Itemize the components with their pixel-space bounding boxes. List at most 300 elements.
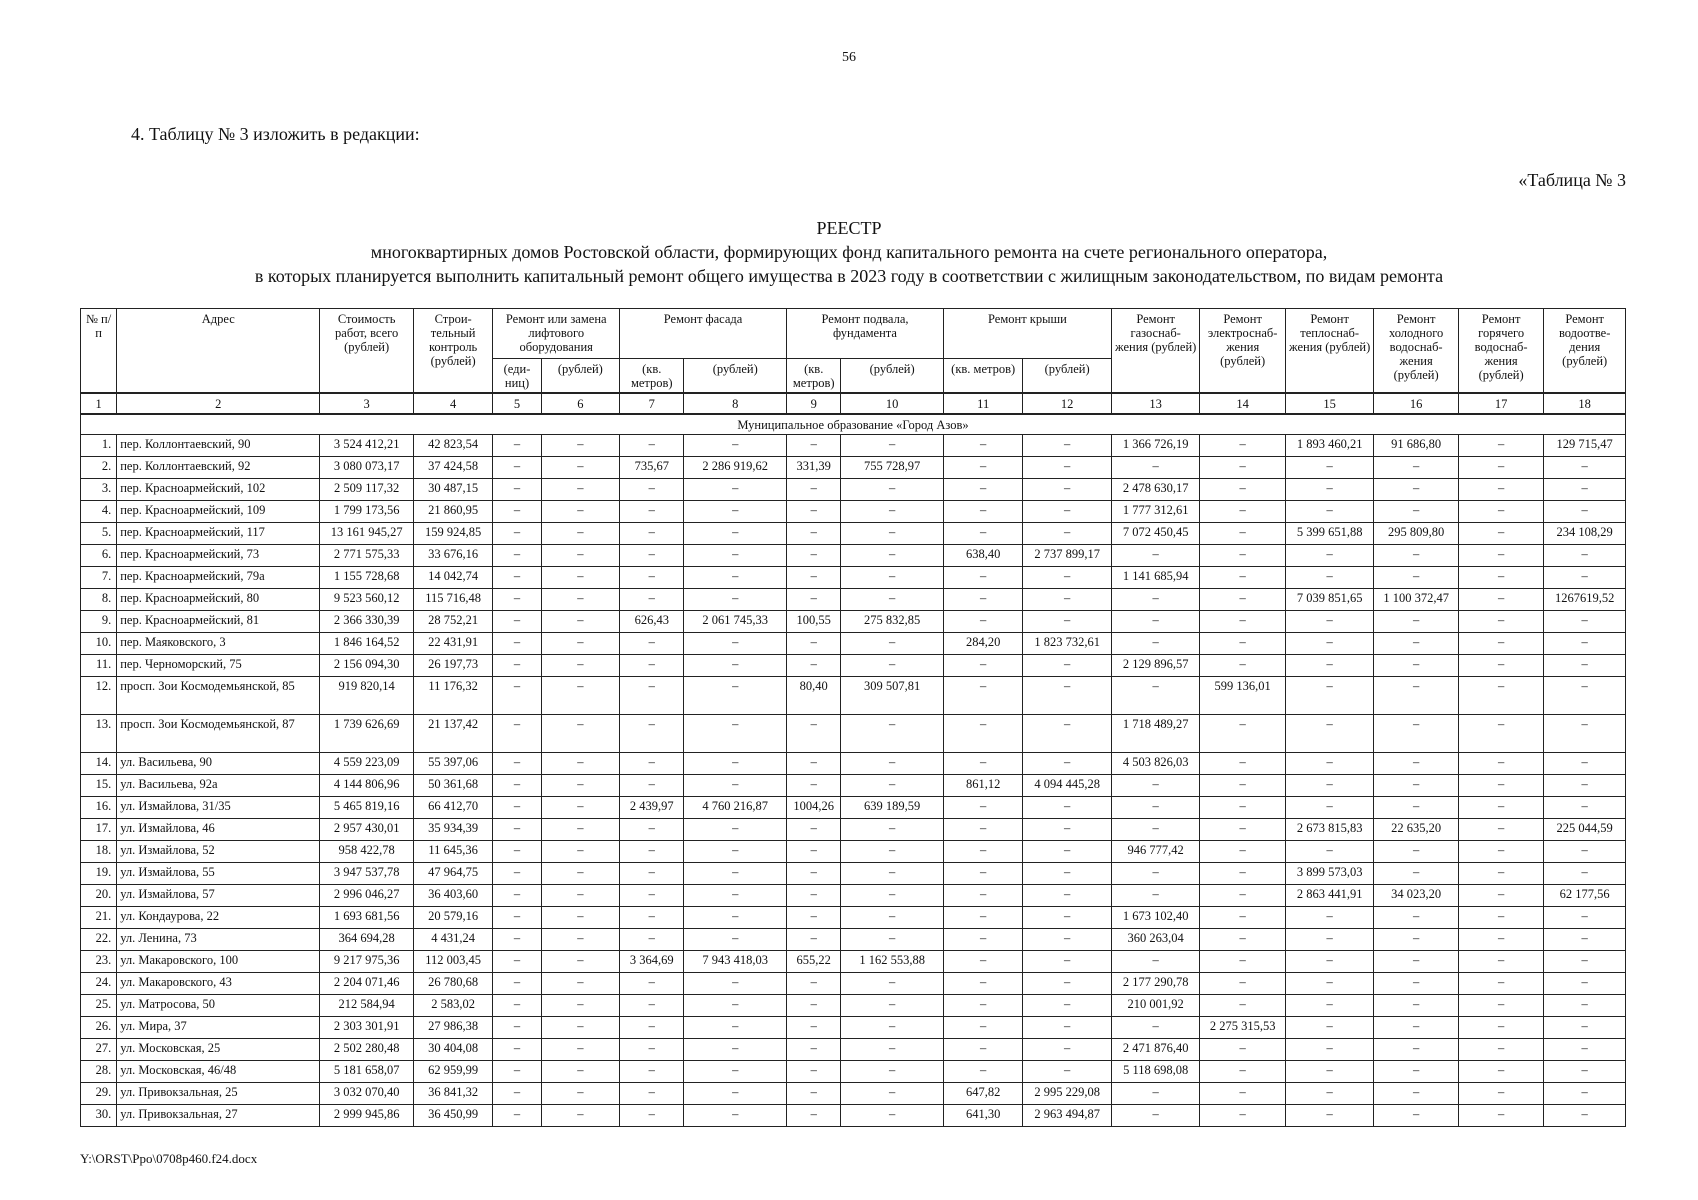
address-cell: пер. Маяковского, 3 [117, 633, 320, 655]
value-cell: – [1111, 951, 1200, 973]
table-row [81, 1105, 1626, 1127]
table-row [81, 633, 1626, 655]
value-cell: 47 964,75 [413, 863, 492, 885]
table-row [81, 841, 1626, 863]
row-number-cell: 27. [81, 1039, 117, 1061]
table-row [81, 907, 1626, 929]
header-electric: Ремонт электроснаб-жения (рублей) [1200, 309, 1285, 394]
value-cell: – [620, 995, 684, 1017]
address-cell: ул. Привокзальная, 27 [117, 1105, 320, 1127]
row-number-cell: 10. [81, 633, 117, 655]
value-cell: – [787, 567, 841, 589]
value-cell: – [541, 1083, 619, 1105]
address-cell: пер. Красноармейский, 73 [117, 545, 320, 567]
value-cell: 234 108,29 [1544, 523, 1626, 545]
value-cell: – [1285, 1061, 1374, 1083]
value-cell: 2 996 046,27 [320, 885, 414, 907]
value-cell: – [1023, 435, 1112, 457]
value-cell: 5 399 651,88 [1285, 523, 1374, 545]
value-cell: – [541, 775, 619, 797]
value-cell: 4 503 826,03 [1111, 753, 1200, 775]
row-number-cell: 17. [81, 819, 117, 841]
value-cell: – [1200, 863, 1285, 885]
table-row [81, 501, 1626, 523]
value-cell: – [1111, 819, 1200, 841]
value-cell: 2 156 094,30 [320, 655, 414, 677]
value-cell: – [1200, 1105, 1285, 1127]
value-cell: – [1285, 1083, 1374, 1105]
value-cell: – [1200, 907, 1285, 929]
value-cell: – [1374, 841, 1458, 863]
table-row [81, 457, 1626, 479]
value-cell: – [787, 715, 841, 753]
value-cell: – [841, 501, 944, 523]
value-cell: – [787, 633, 841, 655]
row-number-cell: 11. [81, 655, 117, 677]
address-cell: ул. Измайлова, 52 [117, 841, 320, 863]
value-cell: – [787, 973, 841, 995]
value-cell: – [541, 501, 619, 523]
header-facade: Ремонт фасада [620, 309, 787, 359]
value-cell: 2 286 919,62 [684, 457, 787, 479]
value-cell: 3 364,69 [620, 951, 684, 973]
subheader-facade-rubles: (рублей) [684, 359, 787, 394]
value-cell: – [1111, 633, 1200, 655]
value-cell: 62 177,56 [1544, 885, 1626, 907]
value-cell: 100,55 [787, 611, 841, 633]
value-cell: 1004,26 [787, 797, 841, 819]
value-cell: – [1023, 655, 1112, 677]
value-cell: 7 039 851,65 [1285, 589, 1374, 611]
row-number-cell: 15. [81, 775, 117, 797]
value-cell: – [787, 995, 841, 1017]
value-cell: 2 583,02 [413, 995, 492, 1017]
value-cell: – [943, 611, 1022, 633]
value-cell: 115 716,48 [413, 589, 492, 611]
value-cell: – [787, 1039, 841, 1061]
value-cell: – [787, 863, 841, 885]
value-cell: – [1544, 457, 1626, 479]
value-cell: – [684, 819, 787, 841]
value-cell: – [1023, 863, 1112, 885]
page-number: 56 [842, 50, 856, 65]
header-address: Адрес [117, 309, 320, 394]
value-cell: – [1023, 819, 1112, 841]
value-cell: – [493, 753, 541, 775]
value-cell: – [943, 567, 1022, 589]
value-cell: – [1285, 841, 1374, 863]
value-cell: – [1200, 567, 1285, 589]
value-cell: 2 129 896,57 [1111, 655, 1200, 677]
value-cell: – [620, 677, 684, 715]
value-cell: – [1374, 951, 1458, 973]
value-cell: – [1374, 1105, 1458, 1127]
table-row [81, 567, 1626, 589]
column-number: 5 [493, 393, 541, 414]
value-cell: – [1285, 973, 1374, 995]
value-cell: – [684, 1105, 787, 1127]
value-cell: – [943, 929, 1022, 951]
value-cell: 50 361,68 [413, 775, 492, 797]
value-cell: 647,82 [943, 1083, 1022, 1105]
value-cell: – [1285, 1039, 1374, 1061]
table-row [81, 655, 1626, 677]
value-cell: – [1544, 753, 1626, 775]
value-cell: – [1111, 545, 1200, 567]
column-number: 12 [1023, 393, 1112, 414]
row-number-cell: 7. [81, 567, 117, 589]
value-cell: – [787, 589, 841, 611]
value-cell: – [541, 655, 619, 677]
value-cell: 2 366 330,39 [320, 611, 414, 633]
value-cell: – [493, 907, 541, 929]
footer-file-path: Y:\ORST\Ppo\0708p460.f24.docx [80, 1151, 258, 1166]
value-cell: – [620, 775, 684, 797]
value-cell: – [841, 633, 944, 655]
value-cell: – [1374, 1017, 1458, 1039]
value-cell: – [684, 753, 787, 775]
value-cell: – [493, 567, 541, 589]
table-row [81, 611, 1626, 633]
value-cell: – [1458, 1061, 1543, 1083]
value-cell: 360 263,04 [1111, 929, 1200, 951]
value-cell: – [841, 1061, 944, 1083]
value-cell: – [1544, 863, 1626, 885]
value-cell: – [493, 479, 541, 501]
value-cell: – [1111, 885, 1200, 907]
value-cell: – [620, 885, 684, 907]
value-cell: 4 760 216,87 [684, 797, 787, 819]
value-cell: 7 943 418,03 [684, 951, 787, 973]
value-cell: – [620, 753, 684, 775]
value-cell: – [1458, 435, 1543, 457]
value-cell: – [684, 1017, 787, 1039]
value-cell: 284,20 [943, 633, 1022, 655]
table-row [81, 863, 1626, 885]
value-cell: 30 404,08 [413, 1039, 492, 1061]
value-cell: – [1458, 1017, 1543, 1039]
value-cell: 2 673 815,83 [1285, 819, 1374, 841]
value-cell: – [1458, 995, 1543, 1017]
row-number-cell: 6. [81, 545, 117, 567]
table-caption: «Таблица № 3 [1518, 170, 1626, 190]
column-number: 15 [1285, 393, 1374, 414]
value-cell: – [1200, 841, 1285, 863]
value-cell: – [1285, 567, 1374, 589]
address-cell: просп. Зои Космодемьянской, 85 [117, 677, 320, 715]
value-cell: – [1458, 863, 1543, 885]
value-cell: – [787, 841, 841, 863]
value-cell: – [620, 501, 684, 523]
row-number-cell: 9. [81, 611, 117, 633]
table-row [81, 995, 1626, 1017]
value-cell: – [787, 435, 841, 457]
address-cell: просп. Зои Космодемьянской, 87 [117, 715, 320, 753]
value-cell: – [841, 655, 944, 677]
column-number: 18 [1544, 393, 1626, 414]
table-row [81, 929, 1626, 951]
value-cell: – [1544, 973, 1626, 995]
value-cell: – [1458, 589, 1543, 611]
value-cell: 5 465 819,16 [320, 797, 414, 819]
value-cell: 1 846 164,52 [320, 633, 414, 655]
value-cell: – [541, 907, 619, 929]
value-cell: – [787, 1061, 841, 1083]
value-cell: 3 032 070,40 [320, 1083, 414, 1105]
value-cell: – [1458, 929, 1543, 951]
header-roof: Ремонт крыши [943, 309, 1111, 359]
value-cell: – [1374, 457, 1458, 479]
column-numbers-row [81, 393, 1626, 414]
value-cell: – [1374, 863, 1458, 885]
value-cell: – [1285, 501, 1374, 523]
value-cell: – [493, 677, 541, 715]
municipality-label: Муниципальное образование «Город Азов» [81, 414, 1626, 435]
value-cell: 295 809,80 [1374, 523, 1458, 545]
row-number-cell: 8. [81, 589, 117, 611]
value-cell: 1 693 681,56 [320, 907, 414, 929]
value-cell: – [1458, 715, 1543, 753]
row-number-cell: 4. [81, 501, 117, 523]
value-cell: – [684, 633, 787, 655]
value-cell: – [1200, 501, 1285, 523]
value-cell: – [841, 819, 944, 841]
value-cell: – [1023, 523, 1112, 545]
table-row [81, 1039, 1626, 1061]
value-cell: – [541, 545, 619, 567]
value-cell: – [787, 479, 841, 501]
value-cell: – [541, 753, 619, 775]
address-cell: пер. Красноармейский, 117 [117, 523, 320, 545]
value-cell: – [620, 819, 684, 841]
value-cell: – [1023, 1061, 1112, 1083]
value-cell: 2 999 945,86 [320, 1105, 414, 1127]
table-row [81, 715, 1626, 753]
address-cell: ул. Макаровского, 100 [117, 951, 320, 973]
value-cell: – [787, 929, 841, 951]
value-cell: – [684, 655, 787, 677]
value-cell: – [1023, 797, 1112, 819]
value-cell: – [943, 1017, 1022, 1039]
value-cell: – [1285, 753, 1374, 775]
value-cell: – [684, 435, 787, 457]
value-cell: – [684, 567, 787, 589]
value-cell: 9 217 975,36 [320, 951, 414, 973]
value-cell: – [841, 973, 944, 995]
value-cell: – [684, 929, 787, 951]
value-cell: – [787, 753, 841, 775]
value-cell: – [493, 715, 541, 753]
value-cell: – [1458, 655, 1543, 677]
value-cell: – [620, 929, 684, 951]
value-cell: – [1111, 677, 1200, 715]
column-number: 13 [1111, 393, 1200, 414]
value-cell: 36 450,99 [413, 1105, 492, 1127]
column-number: 7 [620, 393, 684, 414]
value-cell: – [1200, 753, 1285, 775]
value-cell: 62 959,99 [413, 1061, 492, 1083]
value-cell: – [1200, 633, 1285, 655]
value-cell: – [1544, 677, 1626, 715]
row-number-cell: 28. [81, 1061, 117, 1083]
value-cell: – [541, 951, 619, 973]
subheader-elevator-rubles: (рублей) [541, 359, 619, 394]
value-cell: 28 752,21 [413, 611, 492, 633]
value-cell: – [1200, 1083, 1285, 1105]
value-cell: – [1200, 973, 1285, 995]
value-cell: – [1374, 655, 1458, 677]
value-cell: 9 523 560,12 [320, 589, 414, 611]
value-cell: – [1374, 567, 1458, 589]
value-cell: – [1374, 479, 1458, 501]
value-cell: 639 189,59 [841, 797, 944, 819]
value-cell: – [1544, 841, 1626, 863]
value-cell: – [1458, 1039, 1543, 1061]
value-cell: – [1458, 885, 1543, 907]
value-cell: – [541, 457, 619, 479]
value-cell: 3 080 073,17 [320, 457, 414, 479]
value-cell: – [1023, 457, 1112, 479]
value-cell: – [1285, 951, 1374, 973]
address-cell: ул. Васильева, 90 [117, 753, 320, 775]
value-cell: – [943, 863, 1022, 885]
subheader-facade-sqm: (кв. метров) [620, 359, 684, 394]
value-cell: 2 737 899,17 [1023, 545, 1112, 567]
value-cell: – [943, 523, 1022, 545]
value-cell: 5 181 658,07 [320, 1061, 414, 1083]
value-cell: 129 715,47 [1544, 435, 1626, 457]
value-cell: – [943, 655, 1022, 677]
value-cell: 2 471 876,40 [1111, 1039, 1200, 1061]
address-cell: ул. Макаровского, 43 [117, 973, 320, 995]
value-cell: – [943, 435, 1022, 457]
subheader-elevator-units: (еди-ниц) [493, 359, 541, 394]
value-cell: – [787, 907, 841, 929]
value-cell: – [493, 929, 541, 951]
value-cell: 2 439,97 [620, 797, 684, 819]
value-cell: 275 832,85 [841, 611, 944, 633]
value-cell: – [1111, 457, 1200, 479]
value-cell: – [1544, 1039, 1626, 1061]
value-cell: – [1544, 633, 1626, 655]
value-cell: – [541, 929, 619, 951]
value-cell: – [493, 633, 541, 655]
value-cell: 225 044,59 [1544, 819, 1626, 841]
value-cell: 1 162 553,88 [841, 951, 944, 973]
value-cell: – [787, 885, 841, 907]
value-cell: – [1111, 589, 1200, 611]
value-cell: – [1200, 951, 1285, 973]
value-cell: – [541, 715, 619, 753]
value-cell: 22 635,20 [1374, 819, 1458, 841]
value-cell: – [541, 677, 619, 715]
subheader-basement-sqm: (кв. метров) [787, 359, 841, 394]
value-cell: – [1200, 611, 1285, 633]
value-cell: – [1458, 457, 1543, 479]
value-cell: – [1544, 501, 1626, 523]
value-cell: – [493, 1017, 541, 1039]
value-cell: 1 366 726,19 [1111, 435, 1200, 457]
value-cell: – [1285, 1105, 1374, 1127]
value-cell: 36 841,32 [413, 1083, 492, 1105]
value-cell: – [1374, 677, 1458, 715]
value-cell: – [541, 435, 619, 457]
value-cell: – [1285, 457, 1374, 479]
value-cell: 7 072 450,45 [1111, 523, 1200, 545]
value-cell: 3 947 537,78 [320, 863, 414, 885]
row-number-cell: 2. [81, 457, 117, 479]
value-cell: – [1544, 611, 1626, 633]
value-cell: – [943, 677, 1022, 715]
column-number: 10 [841, 393, 944, 414]
value-cell: 1 777 312,61 [1111, 501, 1200, 523]
address-cell: ул. Ленина, 73 [117, 929, 320, 951]
address-cell: ул. Измайлова, 46 [117, 819, 320, 841]
value-cell: – [1023, 841, 1112, 863]
value-cell: – [493, 797, 541, 819]
value-cell: 2 963 494,87 [1023, 1105, 1112, 1127]
table-row [81, 951, 1626, 973]
value-cell: 91 686,80 [1374, 435, 1458, 457]
value-cell: – [943, 995, 1022, 1017]
row-number-cell: 23. [81, 951, 117, 973]
title-line-1: РЕЕСТР [816, 218, 882, 238]
header-heat: Ремонт теплоснаб-жения (рублей) [1285, 309, 1374, 394]
value-cell: 1 673 102,40 [1111, 907, 1200, 929]
value-cell: – [620, 589, 684, 611]
value-cell: 14 042,74 [413, 567, 492, 589]
value-cell: – [943, 951, 1022, 973]
address-cell: ул. Измайлова, 55 [117, 863, 320, 885]
value-cell: – [493, 995, 541, 1017]
value-cell: 364 694,28 [320, 929, 414, 951]
value-cell: – [1458, 523, 1543, 545]
value-cell: 2 478 630,17 [1111, 479, 1200, 501]
value-cell: – [841, 863, 944, 885]
value-cell: – [841, 1083, 944, 1105]
value-cell: 4 144 806,96 [320, 775, 414, 797]
value-cell: – [841, 841, 944, 863]
value-cell: – [1458, 819, 1543, 841]
value-cell: – [943, 885, 1022, 907]
value-cell: – [541, 633, 619, 655]
value-cell: – [841, 545, 944, 567]
value-cell: – [493, 545, 541, 567]
row-number-cell: 12. [81, 677, 117, 715]
value-cell: – [1111, 1017, 1200, 1039]
value-cell: – [684, 995, 787, 1017]
value-cell: 641,30 [943, 1105, 1022, 1127]
value-cell: – [1544, 951, 1626, 973]
value-cell: 21 137,42 [413, 715, 492, 753]
value-cell: – [1200, 885, 1285, 907]
value-cell: – [541, 1017, 619, 1039]
value-cell: – [493, 501, 541, 523]
value-cell: – [1544, 929, 1626, 951]
value-cell: 2 303 301,91 [320, 1017, 414, 1039]
value-cell: – [620, 479, 684, 501]
value-cell: – [493, 951, 541, 973]
value-cell: 638,40 [943, 545, 1022, 567]
address-cell: ул. Васильева, 92а [117, 775, 320, 797]
value-cell: – [787, 655, 841, 677]
intro-text: 4. Таблицу № 3 изложить в редакции: [131, 124, 420, 144]
value-cell: – [620, 1017, 684, 1039]
table-row [81, 677, 1626, 715]
value-cell: – [1111, 1105, 1200, 1127]
value-cell: 37 424,58 [413, 457, 492, 479]
value-cell: 1 141 685,94 [1111, 567, 1200, 589]
